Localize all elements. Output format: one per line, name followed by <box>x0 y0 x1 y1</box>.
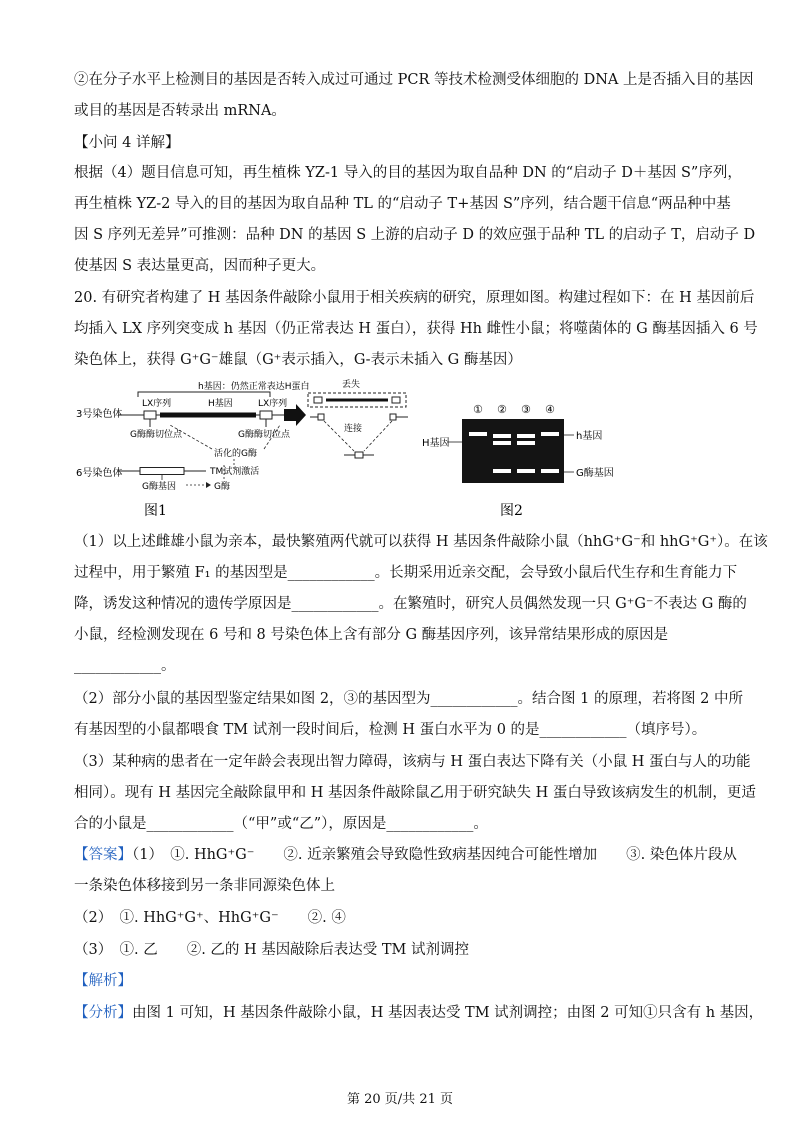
text-line <box>74 256 325 276</box>
line-text: 均插入 LX 序列突变成 h 基因（仍正常表达 H 蛋白），获得 Hh 雌性小鼠；将噬菌体的 G 酶基因插入 6 号 <box>74 321 758 337</box>
fig2-caption: 图2 <box>500 503 523 519</box>
line-text: 【小问 4 详解】 <box>74 135 180 151</box>
text-line <box>74 908 346 928</box>
text-line <box>74 350 522 370</box>
text-line <box>74 689 743 709</box>
line-text: 一条染色体移接到另一条非同源染色体上 <box>74 878 335 894</box>
text-line <box>74 319 758 339</box>
page-footer: 第 20 页/共 21 页 <box>347 1092 453 1107</box>
line-text: （1） ①. HhG⁺G⁻ ②. 近亲繁殖会导致隐性致病基因纯合可能性增加 ③. 染色体片段从 <box>132 847 737 863</box>
line-text: 相同）。现有 H 基因完全敲除鼠甲和 H 基因条件敲除鼠乙用于研究缺失 H 蛋白导致该病发生的机制，更适 <box>74 785 756 801</box>
fig1-cut-left: G酶酶切位点 <box>130 430 182 440</box>
text-line <box>74 720 706 740</box>
line-text: 过程中，用于繁殖 F₁ 的基因型是____________。长期采用近亲交配，会导致小鼠后代生存和生育能力下 <box>74 565 738 581</box>
line-text: ②在分子水平上检测目的基因是否转入成过可通过 PCR 等技术检测受体细胞的 DNA 上是否插入目的基因 <box>74 72 754 88</box>
text-line <box>74 814 488 834</box>
text-line <box>74 845 737 865</box>
text-line <box>74 752 750 772</box>
text-line <box>74 288 754 308</box>
gel-lane-label: ② <box>497 403 507 416</box>
line-text: 再生植株 YZ-2 导入的目的基因为取自品种 TL 的“启动子 T+基因 S”序列，结合题干信息“两品种中基 <box>74 196 731 212</box>
gel-lane-label: ③ <box>521 403 531 416</box>
fig1-h-gene: H基因 <box>208 399 233 409</box>
line-text: 或目的基因是否转录出 mRNA。 <box>74 103 286 119</box>
fig1-g-gene: G酶基因 <box>142 482 176 492</box>
fig1-tm: TM试剂激活 <box>210 467 260 477</box>
text-line <box>74 532 768 552</box>
section-label: 【答案】 <box>74 847 132 863</box>
fig1-lx-right: LX序列 <box>258 399 288 409</box>
gel-lane-label: ④ <box>545 403 555 416</box>
gel-band <box>493 469 511 473</box>
text-line <box>74 625 668 645</box>
text-line <box>74 783 756 803</box>
fig1-h-note: h基因：仍然正常表达H蛋白 <box>198 382 310 392</box>
line-text: （1）以上述雌雄小鼠为亲本，最快繁殖两代就可以获得 H 基因条件敲除小鼠（hhG⁺G⁻和 hhG⁺G⁺）。在该 <box>74 534 768 550</box>
text-line <box>74 1003 763 1023</box>
text-line <box>74 876 335 896</box>
gel-band <box>517 434 535 438</box>
line-text: （2） ①. HhG⁺G⁺、HhG⁺G⁻ ②. ④ <box>74 910 346 926</box>
gel-band <box>541 432 559 436</box>
gel-band <box>517 469 535 473</box>
text-line <box>74 194 731 214</box>
fig2-left-label: H基因 <box>422 438 450 449</box>
fig1-cut-right: G酶酶切位点 <box>238 430 290 440</box>
line-text: 染色体上，获得 G⁺G⁻雄鼠（G⁺表示插入，G-表示未插入 G 酶基因） <box>74 352 522 368</box>
gel <box>462 419 564 483</box>
fig1-lx-left: LX序列 <box>142 399 172 409</box>
figure-svg <box>74 375 726 525</box>
text-line <box>74 971 132 991</box>
text-line <box>74 133 179 153</box>
text-line <box>74 563 737 583</box>
fig2-right-bottom: G酶基因 <box>576 468 614 479</box>
fig1-chrom6-label: 6号染色体 <box>76 468 123 479</box>
figures <box>74 375 726 525</box>
gel-lane-label: ① <box>473 403 483 416</box>
line-text: ____________。 <box>74 658 176 674</box>
line-text: （2）部分小鼠的基因型鉴定结果如图 2，③的基因型为____________。结合图 1 的原理，若将图 2 中所 <box>74 691 743 707</box>
fig1-g-enzyme: G酶 <box>214 482 230 492</box>
line-text: （3）某种病的患者在一定年龄会表现出智力障碍，该病与 H 蛋白表达下降有关（小鼠 H 蛋白与人的功能 <box>74 754 751 770</box>
text-line <box>74 225 755 245</box>
section-label: 【分析】 <box>74 1005 132 1021</box>
fig1-activated: 活化的G酶 <box>214 449 257 459</box>
line-text: 小鼠，经检测发现在 6 号和 8 号染色体上含有部分 G 酶基因序列，该异常结果形成的原因是 <box>74 627 669 643</box>
section-label: 【解析】 <box>74 973 132 989</box>
gel-band <box>517 441 535 445</box>
fig2-right-top: h基因 <box>576 431 603 442</box>
line-text: 降，诱发这种情况的遗传学原因是____________。在繁殖时，研究人员偶然发现一只 G⁺G⁻不表达 G 酶的 <box>74 596 747 612</box>
line-text: 有基因型的小鼠都喂食 TM 试剂一段时间后，检测 H 蛋白水平为 0 的是____________（填序号）。 <box>74 722 707 738</box>
gel-band <box>493 441 511 445</box>
text-line <box>74 70 754 90</box>
line-text: 由图 1 可知，H 基因条件敲除小鼠，H 基因表达受 TM 试剂调控；由图 2 可知①只含有 h 基因， <box>132 1005 764 1021</box>
fig1-chrom3-label: 3号染色体 <box>76 409 123 420</box>
line-text: 因 S 序列无差异”可推测：品种 DN 的基因 S 上游的启动子 D 的效应强于品种 TL 的启动子 T，启动子 D <box>74 227 756 243</box>
text-line <box>74 594 747 614</box>
text-line <box>74 656 176 676</box>
fig1-join: 连接 <box>344 424 363 434</box>
fig1-caption: 图1 <box>144 503 167 519</box>
fig1-lost: 丢失 <box>342 380 361 390</box>
gel-band <box>541 469 559 473</box>
line-text: 使基因 S 表达量更高，因而种子更大。 <box>74 258 326 274</box>
line-text: 合的小鼠是____________（“甲”或“乙”），原因是____________。 <box>74 816 488 832</box>
line-text: 20. 有研究者构建了 H 基因条件敲除小鼠用于相关疾病的研究，原理如图。构建过程如下：在 H 基因前后 <box>74 290 755 306</box>
line-text: 根据（4）题目信息可知，再生植株 YZ-1 导入的目的基因为取自品种 DN 的“启动子 D＋基因 S”序列， <box>74 165 742 181</box>
text-line <box>74 163 742 183</box>
line-text: （3） ①. 乙 ②. 乙的 H 基因敲除后表达受 TM 试剂调控 <box>74 942 470 958</box>
gel-band <box>469 432 487 436</box>
text-line <box>74 101 286 121</box>
text-line <box>74 940 469 960</box>
gel-band <box>493 434 511 438</box>
